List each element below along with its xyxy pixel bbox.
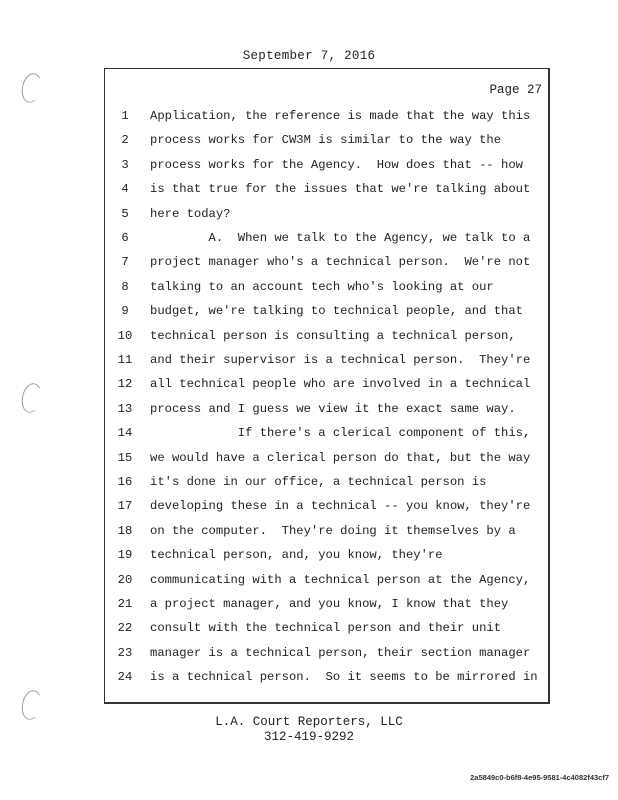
transcript-line <box>105 592 551 616</box>
transcript-line <box>105 616 551 640</box>
line-number: 22 <box>117 621 133 636</box>
line-text: budget, we're talking to technical people, and that <box>150 304 523 319</box>
transcript-line <box>105 299 551 323</box>
line-text: on the computer. They're doing it themselves by a <box>150 523 516 538</box>
footer-phone: 312-419-9292 <box>263 730 354 744</box>
page-label: Page 27 <box>489 83 542 97</box>
transcript-line <box>105 177 551 201</box>
punch-hole-middle <box>19 381 44 414</box>
line-number: 24 <box>117 670 133 685</box>
transcript-line <box>105 421 551 445</box>
line-text: communicating with a technical person at the Agency, <box>150 572 531 587</box>
line-text: process works for CW3M is similar to the way the <box>150 133 502 148</box>
line-number: 23 <box>117 645 133 660</box>
line-number: 6 <box>121 231 129 245</box>
line-text: If there's a clerical component of this, <box>150 426 531 441</box>
punch-hole-top <box>19 71 44 104</box>
transcript-page <box>104 68 550 704</box>
line-number: 13 <box>117 401 133 416</box>
line-number: 18 <box>117 523 133 538</box>
transcript-line <box>105 397 551 421</box>
line-text: it's done in our office, a technical person is <box>150 475 487 489</box>
line-text: talking to an account tech who's looking at our <box>150 279 494 294</box>
footer-company: L.A. Court Reporters, LLC <box>215 715 403 729</box>
line-number: 9 <box>121 304 129 319</box>
line-text: developing these in a technical -- you know, they're <box>150 499 531 514</box>
line-text: all technical people who are involved in a technical <box>150 377 531 392</box>
line-number: 17 <box>117 499 133 514</box>
line-number: 1 <box>121 109 129 123</box>
transcript-line <box>105 519 551 543</box>
line-number: 10 <box>117 328 133 343</box>
transcript-line <box>105 494 551 518</box>
line-number: 20 <box>117 572 133 587</box>
transcript-line <box>105 324 551 348</box>
transcript-line <box>105 226 551 250</box>
line-text: process and I guess we view it the exact same way. <box>150 401 516 416</box>
line-number: 19 <box>117 548 133 563</box>
line-text: process works for the Agency. How does that -- how <box>150 157 523 172</box>
transcript-line <box>105 665 551 689</box>
header-date: September 7, 2016 <box>242 49 376 63</box>
transcript-line <box>105 153 551 177</box>
line-text: technical person, and, you know, they're <box>150 548 443 563</box>
transcript-line <box>105 470 551 494</box>
transcript-line <box>105 446 551 470</box>
transcript-line <box>105 128 551 152</box>
line-number: 8 <box>121 279 129 294</box>
transcript-line <box>105 568 551 592</box>
transcript-line <box>105 250 551 274</box>
transcript-line <box>105 348 551 372</box>
line-number: 21 <box>117 597 133 611</box>
line-text: A. When we talk to the Agency, we talk to a <box>150 231 531 245</box>
transcript-line <box>105 104 551 128</box>
line-number: 3 <box>121 157 129 172</box>
line-number: 11 <box>117 353 133 367</box>
line-text: manager is a technical person, their section manager <box>150 645 531 660</box>
transcript-line <box>105 372 551 396</box>
line-text: consult with the technical person and their unit <box>150 621 502 636</box>
footer <box>0 715 618 745</box>
line-text: a project manager, and you know, I know that they <box>150 597 509 611</box>
transcript-line <box>105 641 551 665</box>
transcript-line <box>105 275 551 299</box>
transcript-line <box>105 202 551 226</box>
line-text: technical person is consulting a technical person, <box>150 328 516 343</box>
transcript-line <box>105 543 551 567</box>
document-id: 2a5849c0-b6f8-4e95-9581-4c4082f43cf7 <box>470 773 609 782</box>
line-number: 5 <box>121 206 129 221</box>
line-text: is that true for the issues that we're talking about <box>150 182 531 197</box>
line-number: 16 <box>117 475 133 489</box>
line-text: here today? <box>150 206 231 221</box>
line-number: 15 <box>117 450 133 465</box>
line-text: and their supervisor is a technical person. They're <box>150 353 531 367</box>
line-number: 14 <box>117 426 133 441</box>
line-text: Application, the reference is made that the way this <box>150 109 531 123</box>
line-number: 7 <box>121 255 129 270</box>
line-text: is a technical person. So it seems to be mirrored in <box>150 670 538 685</box>
line-text: we would have a clerical person do that, but the way <box>150 450 531 465</box>
line-number: 12 <box>117 377 133 392</box>
line-number: 4 <box>121 182 129 197</box>
line-text: project manager who's a technical person. We're not <box>150 255 531 270</box>
line-number: 2 <box>121 133 129 148</box>
